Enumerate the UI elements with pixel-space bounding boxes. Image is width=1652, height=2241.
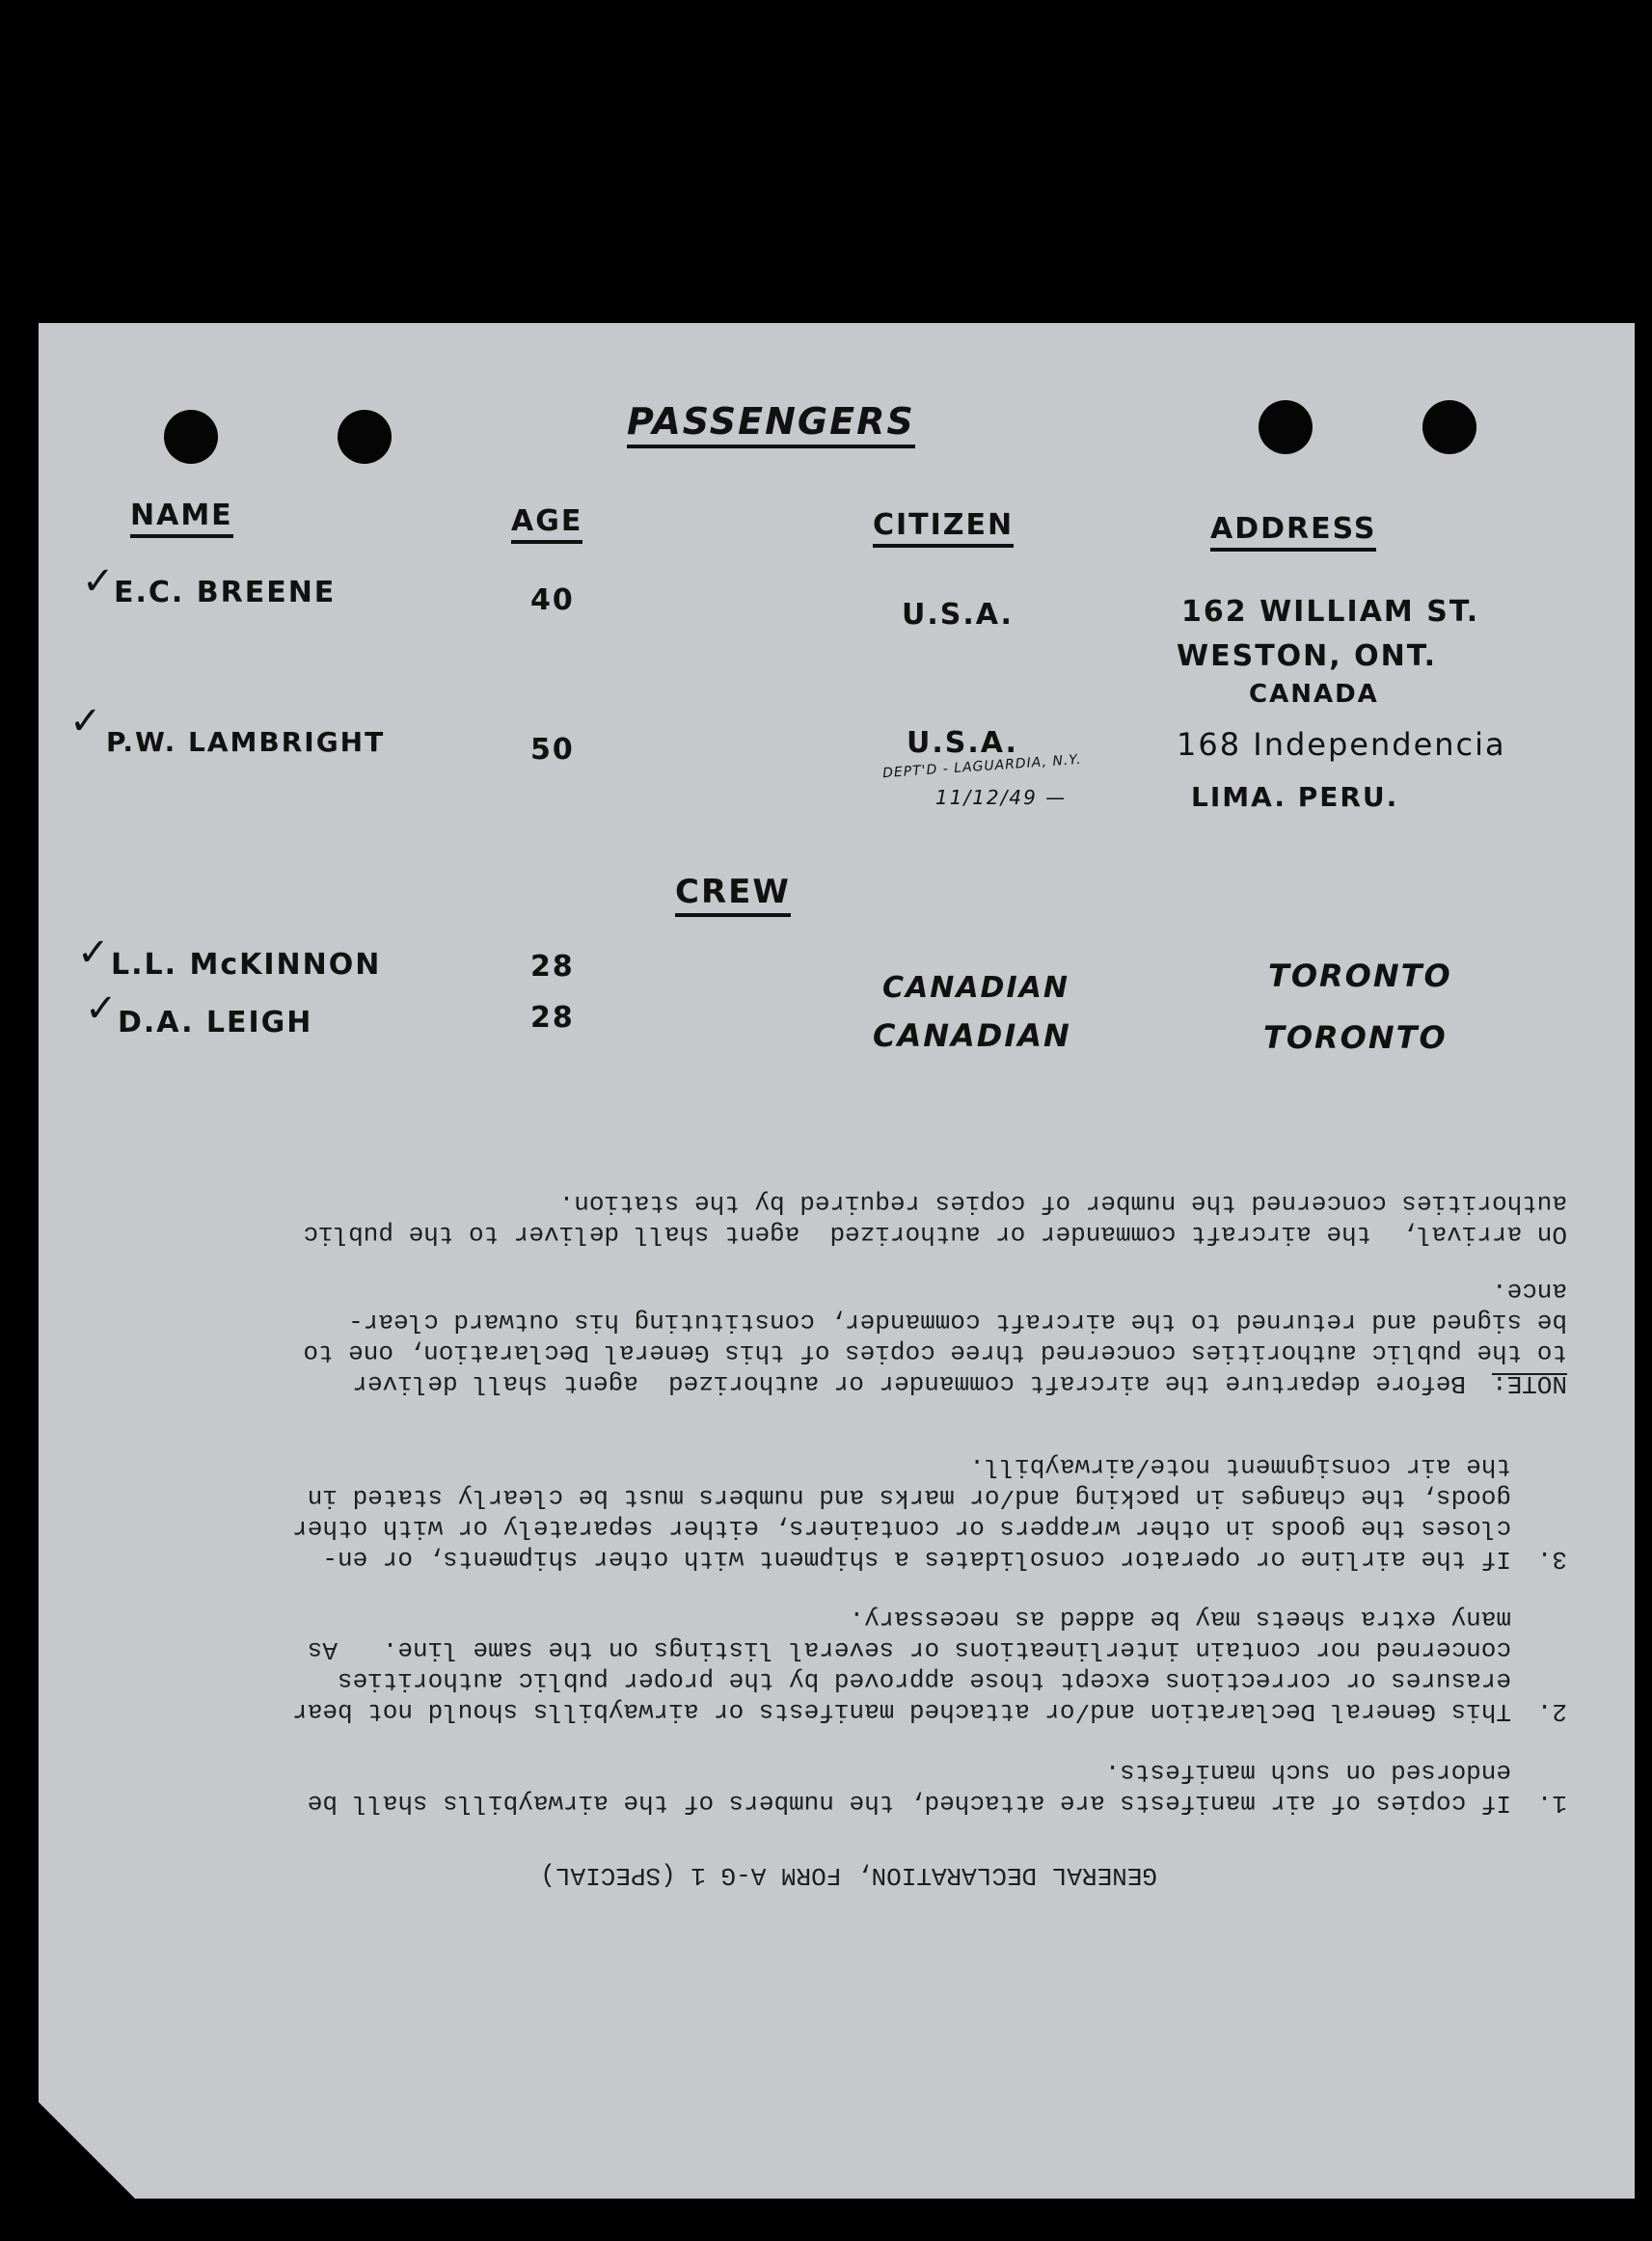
- header-name: NAME: [130, 499, 233, 538]
- item-line: This General Declaration and/or attached manifests or airwaybills should not bear: [292, 1697, 1511, 1726]
- crew-name: D.A. LEIGH: [118, 1006, 313, 1040]
- passenger-address-line: WESTON, ONT.: [1177, 639, 1438, 673]
- item-line: endorsed on such manifests.: [1104, 1758, 1511, 1787]
- item-line: closes the goods in other wrappers or containers, either separately or with other: [292, 1514, 1511, 1543]
- crew-heading: CREW: [675, 873, 791, 917]
- item-number: 1.: [1536, 1789, 1567, 1818]
- item-line: If copies of air manifests are attached, the numbers of the airwaybills shall be: [307, 1789, 1511, 1818]
- item-number: 2.: [1536, 1697, 1567, 1726]
- checkmark-icon: ✓: [77, 931, 110, 975]
- header-address: ADDRESS: [1210, 512, 1376, 552]
- passenger-address-line: LIMA. PERU.: [1191, 781, 1399, 813]
- folded-corner: [39, 2102, 135, 2199]
- form-title: GENERAL DECLARATION, FORM A-G 1 (SPECIAL): [540, 1861, 1157, 1890]
- checkmark-icon: ✓: [82, 559, 115, 604]
- checkmark-icon: ✓: [69, 699, 102, 743]
- note-line: ance.: [1491, 1277, 1567, 1306]
- passengers-heading: PASSENGERS: [627, 400, 915, 448]
- passenger-address-line: CANADA: [1249, 680, 1379, 709]
- passenger-address-line: 168 Independencia: [1177, 726, 1506, 763]
- item-line: concerned nor contain interlineations or several listings on the same line. As: [307, 1635, 1511, 1664]
- item-line: If the airline or operator consolidates a shipment with other shipments, or en-: [322, 1545, 1511, 1574]
- passenger-citizen: U.S.A.: [902, 598, 1014, 632]
- passenger-departure-date: 11/12/49 —: [935, 786, 1068, 809]
- passenger-name: E.C. BREENE: [114, 576, 337, 609]
- crew-address: TORONTO: [1268, 958, 1452, 994]
- item-number: 3.: [1536, 1545, 1567, 1574]
- passenger-age: 50: [530, 733, 575, 767]
- crew-citizen: CANADIAN: [873, 1017, 1071, 1054]
- crew-age: 28: [530, 950, 575, 984]
- passenger-departure-note: DEPT'D - LAGUARDIA, N.Y.: [881, 751, 1083, 782]
- passenger-citizen: U.S.A.: [907, 726, 1018, 760]
- crew-citizen: CANADIAN: [882, 971, 1070, 1005]
- header-age: AGE: [511, 504, 582, 544]
- document-page: [39, 323, 1635, 2199]
- item-line: erasures or corrections except those approved by the proper public authorities: [338, 1666, 1511, 1695]
- passenger-address-line: 162 WILLIAM ST.: [1181, 595, 1480, 629]
- note-line: Before departure the aircraft commander or authorized agent shall deliver: [352, 1369, 1466, 1398]
- crew-address: TORONTO: [1263, 1019, 1448, 1056]
- crew-name: L.L. McKINNON: [111, 948, 382, 982]
- header-citizen: CITIZEN: [873, 508, 1014, 548]
- crew-age: 28: [530, 1001, 575, 1035]
- checkmark-icon: ✓: [85, 986, 118, 1031]
- arrival-line: authorities concerned the number of copies required by the station.: [558, 1189, 1567, 1218]
- arrival-line: On arrival, the aircraft commander or authorized agent shall deliver to the public: [303, 1220, 1567, 1249]
- item-line: the air consignment note/airwaybill.: [969, 1452, 1511, 1481]
- note-line: be signed and returned to the aircraft commander, constituting his outward clear-: [348, 1308, 1567, 1336]
- note-line: to the public authorities concerned three copies of this General Declaration, one to: [303, 1338, 1567, 1367]
- form-instructions-upside-down: [39, 323, 1635, 2199]
- item-line: many extra sheets may be added as necessary.: [849, 1605, 1511, 1634]
- note-label: NOTE:: [1491, 1369, 1567, 1398]
- passenger-name: P.W. LAMBRIGHT: [106, 726, 386, 758]
- item-line: goods, the changes in packing and/or marks and numbers must be clearly stated in: [307, 1483, 1511, 1512]
- passenger-age: 40: [530, 583, 575, 617]
